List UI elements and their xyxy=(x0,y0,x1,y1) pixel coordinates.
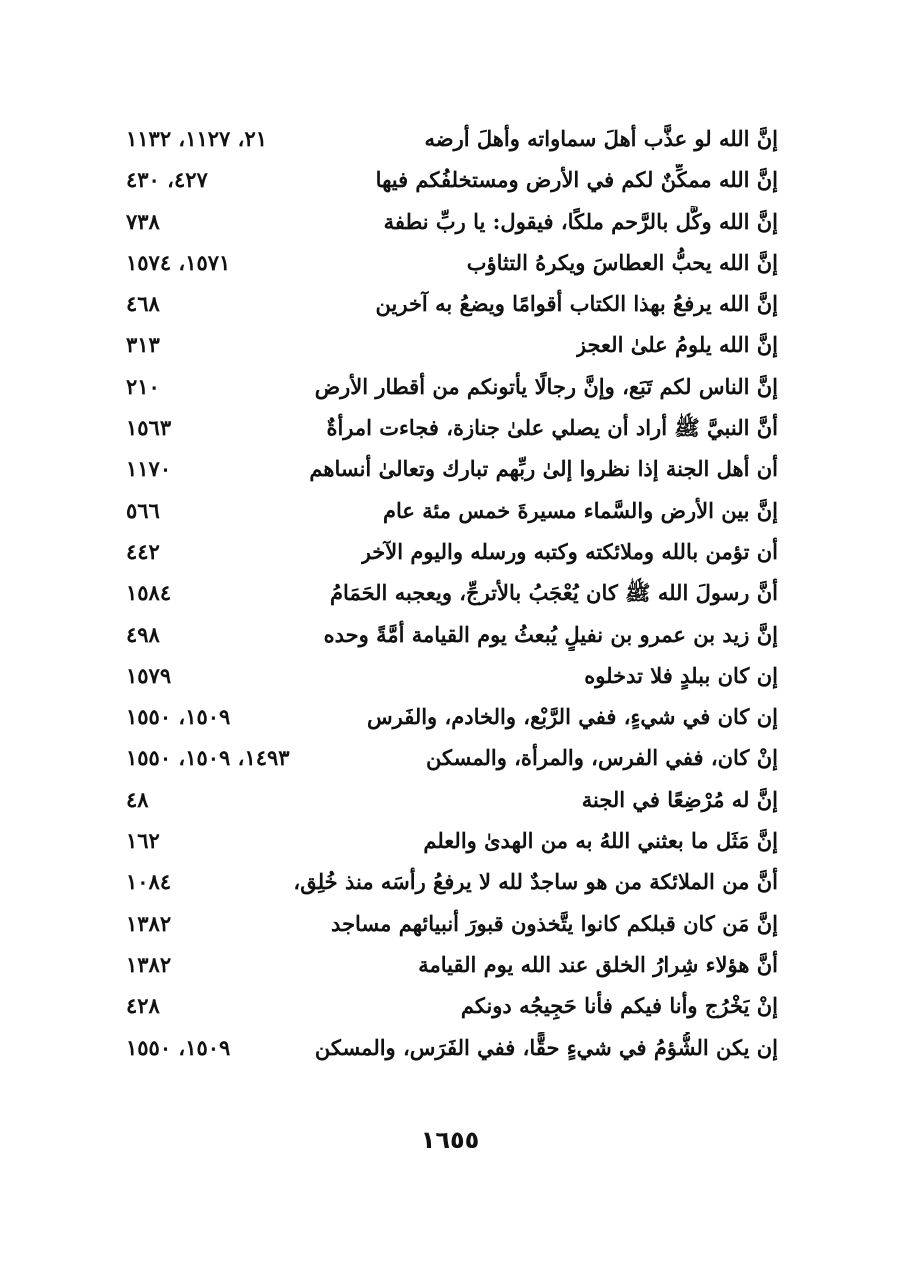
entry-page-refs: ٤٨ xyxy=(126,786,149,812)
entry-text: إنَّ الله لو عذَّب أهلَ سماواته وأهلَ أرضه xyxy=(424,126,778,151)
index-entry xyxy=(0,119,900,160)
entry-text: إنَّ بين الأرض والسَّماء مسيرةَ خمس مئة عام xyxy=(382,497,778,523)
entry-page-refs: ٤٢٧، ٤٣٠ xyxy=(126,167,208,193)
index-entry xyxy=(0,904,900,945)
index-entry xyxy=(0,408,900,449)
entry-text: إن كان في شيءٍ، ففي الرَّبْع، والخادم، والفَرس xyxy=(366,704,778,730)
entry-page-refs: ٣١٣ xyxy=(126,332,160,358)
index-entry xyxy=(0,367,900,408)
index-entry xyxy=(0,656,900,697)
entry-text: أنَّ من الملائكة من هو ساجدٌ لله لا يرفعُ رأسَه منذ خُلِق، xyxy=(293,869,778,895)
entry-page-refs: ١٤٩٣، ١٥٠٩، ١٥٥٠ xyxy=(126,745,290,771)
index-entry xyxy=(0,573,900,614)
index-entry xyxy=(0,532,900,573)
entry-text: إنَّ الله يحبُّ العطاسَ ويكرهُ التثاؤب xyxy=(466,249,778,275)
entry-page-refs: ١٣٨٢ xyxy=(126,951,172,977)
entry-page-refs: ٢١٠ xyxy=(126,373,160,399)
entry-text: أنَّ النبيَّ ﷺ أراد أن يصلي علىٰ جنازة، فجاءت امرأةٌ xyxy=(326,415,778,441)
entry-page-refs: ٧٣٨ xyxy=(126,208,160,234)
entry-page-refs: ٤٦٨ xyxy=(126,291,160,317)
entry-page-refs: ١٥٧١، ١٥٧٤ xyxy=(126,249,231,275)
index-entry xyxy=(0,780,900,821)
entry-text: إنَّ زيد بن عمرو بن نفيلٍ يُبعثُ يوم القيامة أمَّةً وحده xyxy=(323,621,778,647)
index-entry xyxy=(0,243,900,284)
hadith-index-list xyxy=(0,119,900,1069)
index-entry xyxy=(0,160,900,201)
index-entry xyxy=(0,945,900,986)
entry-text: إن كان ببلدٍ فلا تدخلوه xyxy=(584,662,778,688)
entry-text: أنَّ هؤلاء شِرارُ الخلق عند الله يوم القيامة xyxy=(418,951,778,977)
entry-page-refs: ١٣٨٢ xyxy=(126,910,172,936)
index-entry xyxy=(0,284,900,325)
entry-text: إن يكن الشُّؤمُ في شيءٍ حقًّا، ففي الفَرَس، والمسكن xyxy=(314,1034,778,1060)
index-entry xyxy=(0,491,900,532)
entry-page-refs: ١٥٠٩، ١٥٥٠ xyxy=(126,704,231,730)
index-entry xyxy=(0,1028,900,1069)
entry-page-refs: ١١٧٠ xyxy=(126,456,172,482)
entry-page-refs: ١٥٠٩، ١٥٥٠ xyxy=(126,1034,231,1060)
index-entry xyxy=(0,862,900,903)
entry-text: أن تؤمن بالله وملائكته وكتبه ورسله واليوم الآخر xyxy=(360,538,778,564)
entry-text: إنَّ الله يرفعُ بهذا الكتاب أقوامًا ويضعُ به آخرين xyxy=(375,291,778,317)
entry-text: أن أهل الجنة إذا نظروا إلىٰ ربِّهم تبارك وتعالىٰ أنساهم xyxy=(309,456,778,482)
index-entry xyxy=(0,738,900,779)
page-number: ١٦٥٥ xyxy=(420,1126,480,1154)
index-entry xyxy=(0,325,900,366)
entry-text: إنَّ مَن كان قبلكم كانوا يتَّخذون قبورَ أنبيائهم مساجد xyxy=(331,910,778,936)
entry-page-refs: ٤٩٨ xyxy=(126,621,160,647)
index-entry xyxy=(0,697,900,738)
index-entry xyxy=(0,986,900,1027)
entry-page-refs: ١٠٨٤ xyxy=(126,869,172,895)
entry-page-refs: ١٥٨٤ xyxy=(126,580,172,606)
entry-page-refs: ١٥٧٩ xyxy=(126,662,172,688)
entry-text: إنْ يَخْرُج وأنا فيكم فأنا حَجِيجُه دونكم xyxy=(460,993,778,1019)
entry-page-refs: ١٦٢ xyxy=(126,828,160,854)
index-entry xyxy=(0,615,900,656)
entry-text: إنَّ مَثَل ما بعثني اللهُ به من الهدىٰ والعلم xyxy=(423,828,778,854)
index-entry xyxy=(0,821,900,862)
entry-page-refs: ٤٢٨ xyxy=(126,993,160,1019)
entry-page-refs: ١٥٦٣ xyxy=(126,415,172,441)
entry-text: إنَّ الله وكَّل بالرَّحم ملكًا، فيقول: يا ربِّ نطفة xyxy=(383,208,778,234)
entry-text: إنَّ له مُرْضِعًا في الجنة xyxy=(581,786,778,812)
entry-text: إنْ كان، ففي الفرس، والمرأة، والمسكن xyxy=(426,745,778,771)
entry-page-refs: ٢١، ١١٢٧، ١١٣٢ xyxy=(126,126,267,151)
entry-text: إنَّ الله ممكِّنٌ لكم في الأرض ومستخلفُكم فيها xyxy=(375,167,778,193)
index-entry xyxy=(0,449,900,490)
index-entry xyxy=(0,202,900,243)
entry-text: إنَّ الناس لكم تَبَع، وإنَّ رجالًا يأتونكم من أقطار الأرض xyxy=(314,373,778,399)
entry-text: إنَّ الله يلومُ علىٰ العجز xyxy=(575,332,778,358)
entry-page-refs: ٥٦٦ xyxy=(126,497,160,523)
entry-page-refs: ٤٤٢ xyxy=(126,538,160,564)
entry-text: أنَّ رسولَ الله ﷺ كان يُعْجَبُ بالأترجِّ، ويعجبه الحَمَامُ xyxy=(330,580,778,606)
